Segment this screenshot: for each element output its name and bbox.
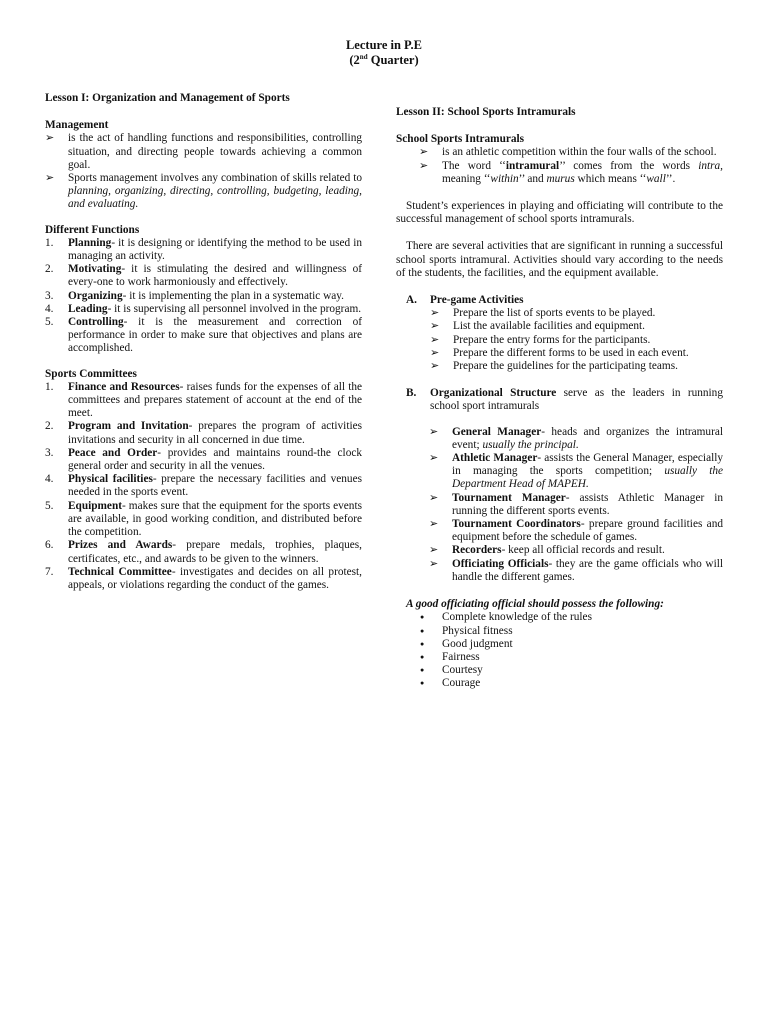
arrow-bullet-icon: ➢ (430, 320, 440, 333)
quality-item (396, 677, 723, 690)
item-term: Physical facilities (68, 473, 153, 486)
org-role-text: - keep all official records and result. (501, 544, 665, 557)
arrow-bullet-icon: ➢ (430, 360, 440, 373)
bullet-dot-icon: ● (420, 626, 425, 635)
item-text: - it is implementing the plan in a systematic way. (122, 289, 345, 302)
arrow-bullet-icon: ➢ (429, 518, 439, 531)
quality-text: Complete knowledge of the rules (442, 611, 592, 624)
paragraph-activities: There are several activities that are significant in running a successful school sports intramural. Activities should vary according to the needs of the students, the facilities, and the equipment available. (396, 240, 723, 279)
item-term: Technical Committee (68, 565, 172, 578)
item-number: 1. (45, 236, 54, 249)
item-text: - it is the measurement and correction of performance in order to make sure that objectives and plans are accomplished. (68, 316, 362, 355)
title-superscript: nd (359, 52, 368, 61)
section-letter: A. (406, 294, 417, 307)
item-text: - prepares the program of activities invitations and security in all concerned in due time. (68, 420, 363, 446)
committee-item (45, 473, 362, 499)
item-text: - investigates and decides on all protest, appeals, or violations regarding the conduct of the games. (68, 565, 362, 591)
item-term: Leading (68, 302, 108, 315)
pregame-list (430, 307, 723, 373)
org-role-note: usually the Department Head of MAPEH. (452, 465, 723, 491)
item-term: Program and Invitation (68, 420, 189, 433)
title-line2 (0, 53, 768, 68)
org-role-text: - they are the game officials who will handle the different games. (452, 557, 723, 583)
management-item-italic: planning, organizing, directing, controlling, budgeting, leading, and evaluating. (68, 185, 362, 211)
title-line1: Lecture in P.E (345, 38, 423, 52)
item-number: 5. (45, 499, 54, 512)
arrow-bullet-icon: ➢ (429, 544, 439, 557)
org-role-item (429, 426, 723, 452)
quality-text: Physical fitness (442, 624, 513, 637)
pregame-item (430, 307, 723, 320)
arrow-bullet-icon: ➢ (419, 146, 429, 159)
arrow-bullet-icon: ➢ (429, 491, 439, 504)
committee-item (45, 566, 362, 592)
ssi-text-k: ’’. (665, 172, 676, 185)
arrow-bullet-icon: ➢ (429, 557, 439, 570)
org-role-text: - assists the General Manager, especially in managing the sports competition; (452, 452, 724, 478)
good-official-heading: A good officiating official should possess the following: (406, 598, 664, 611)
pregame-item (430, 360, 723, 373)
lesson1-heading: Lesson I: Organization and Management of Sports (45, 92, 290, 104)
arrow-bullet-icon: ➢ (45, 172, 55, 185)
committees-list (45, 381, 362, 592)
lesson2-heading: Lesson II: School Sports Intramurals (396, 106, 576, 118)
pregame-section (396, 294, 723, 307)
item-term: Peace and Order (68, 446, 158, 459)
ssi-text-g: ’’ and (518, 172, 547, 185)
arrow-bullet-icon: ➢ (429, 425, 439, 438)
function-item (45, 316, 362, 356)
quality-text: Fairness (442, 650, 480, 663)
ssi-term-intramural: intramural (505, 159, 560, 172)
item-term: Prizes and Awards (68, 539, 173, 552)
ssi-item (419, 146, 723, 159)
org-role-item (429, 452, 723, 492)
org-list (429, 426, 723, 584)
ssi-text-e: meaning ‘‘ (442, 172, 491, 185)
document-title (0, 38, 768, 68)
paragraph-experiences: Student’s experiences in playing and officiating will contribute to the successful management of school sports intramurals. (396, 200, 723, 226)
item-text: - prepare medals, trophies, plaques, certificates, etc., and awards to be given to the winners. (68, 539, 362, 565)
quality-text: Courtesy (442, 664, 483, 677)
org-role-text: - prepare ground facilities and equipment before the schedule of games. (452, 518, 723, 544)
pregame-item-text: Prepare the different forms to be used in each event. (453, 346, 689, 359)
item-term: Organizing (68, 289, 123, 302)
pregame-item-text: Prepare the list of sports events to be played. (453, 307, 656, 320)
ssi-text-c: ’’ comes from the words (559, 159, 699, 172)
item-number: 1. (45, 380, 54, 393)
quality-text: Courage (442, 677, 481, 690)
org-role-term: Recorders (452, 544, 502, 557)
arrow-bullet-icon: ➢ (45, 132, 55, 145)
ssi-term-within: within (490, 172, 519, 185)
functions-heading: Different Functions (45, 223, 140, 236)
arrow-bullet-icon: ➢ (430, 333, 440, 346)
item-term: Equipment (68, 499, 122, 512)
ssi-term-intra: intra, (698, 159, 723, 172)
pregame-item (430, 334, 723, 347)
quality-item (396, 651, 723, 664)
org-heading: Organizational Structure (430, 387, 557, 400)
bullet-dot-icon: ● (420, 652, 425, 661)
quality-text: Good judgment (442, 637, 513, 650)
ssi-text-a: The word ‘‘ (442, 159, 506, 172)
section-letter: B. (406, 387, 417, 400)
item-number: 4. (45, 302, 54, 315)
quality-item (396, 638, 723, 651)
org-role-text: - assists Athletic Manager in running the different sports events. (452, 491, 723, 517)
quality-item (396, 664, 723, 677)
quality-item (396, 611, 723, 624)
org-role-text: - heads and organizes the intramural event; (452, 425, 723, 451)
item-text: - makes sure that the equipment for the sports events are available, in good working condition, and distributed before the competition. (68, 499, 362, 539)
item-text: - it is supervising all personnel involved in the program. (107, 302, 362, 315)
functions-list (45, 237, 362, 356)
item-number: 4. (45, 473, 54, 486)
management-item (45, 172, 362, 212)
ssi-text-i: which means ‘‘ (574, 172, 647, 185)
committee-item (45, 500, 362, 540)
committee-item (45, 381, 362, 421)
function-item (45, 303, 362, 316)
org-role-term: Officiating Officials (452, 557, 549, 570)
left-column (45, 92, 362, 592)
ssi-item (419, 160, 723, 186)
item-number: 6. (45, 539, 54, 552)
management-item-text: Sports management involves any combination of skills related to (68, 172, 362, 185)
bullet-dot-icon: ● (420, 639, 425, 648)
pregame-item (430, 347, 723, 360)
org-role-note: usually the principal. (482, 438, 579, 451)
pregame-item (430, 320, 723, 333)
item-number: 2. (45, 420, 54, 433)
item-text: - raises funds for the expenses of all the committees and prepares statement of account at the end of the meet. (68, 380, 362, 420)
title-quarter-num: (2 (349, 53, 360, 67)
bullet-dot-icon: ● (420, 679, 425, 688)
item-term: Motivating (68, 263, 122, 276)
org-role-item (429, 558, 723, 584)
committees-heading: Sports Committees (45, 367, 137, 380)
right-column (396, 106, 723, 691)
item-number: 7. (45, 565, 54, 578)
pregame-heading: Pre-game Activities (430, 294, 524, 307)
committee-item (45, 420, 362, 446)
item-term: Controlling (68, 316, 124, 329)
ssi-heading: School Sports Intramurals (396, 133, 525, 146)
function-item (45, 290, 362, 303)
item-number: 2. (45, 263, 54, 276)
committee-item (45, 447, 362, 473)
org-role-item (429, 518, 723, 544)
ssi-item-text: is an athletic competition within the four walls of the school. (442, 146, 717, 159)
bullet-dot-icon: ● (420, 666, 425, 675)
org-role-term: Athletic Manager (452, 452, 538, 465)
item-text: - provides and maintains round-the clock general order and security in all the venues. (68, 446, 362, 473)
management-item (45, 132, 362, 172)
item-term: Planning (68, 236, 112, 249)
org-role-item (429, 544, 723, 557)
title-quarter-word: Quarter) (367, 53, 419, 67)
org-role-term: Tournament Manager (452, 491, 566, 504)
pregame-item-text: Prepare the guidelines for the participating teams. (453, 360, 678, 373)
org-text: serve as the leaders in running school sport intramurals (430, 387, 723, 413)
good-list (396, 611, 723, 690)
management-heading: Management (45, 119, 109, 132)
item-text: - it is designing or identifying the method to be used in managing an activity. (68, 236, 362, 263)
item-term: Finance and Resources (68, 380, 180, 393)
org-role-term: General Manager (452, 425, 542, 438)
committee-item (45, 539, 362, 565)
item-number: 3. (45, 446, 54, 459)
bullet-dot-icon: ● (420, 613, 425, 622)
arrow-bullet-icon: ➢ (430, 346, 440, 359)
ssi-term-murus: murus (546, 172, 575, 185)
pregame-item-text: List the available facilities and equipment. (453, 320, 645, 333)
org-role-item (429, 492, 723, 518)
function-item (45, 237, 362, 263)
item-number: 3. (45, 289, 54, 302)
arrow-bullet-icon: ➢ (429, 452, 439, 465)
org-role-term: Tournament Coordinators (452, 518, 581, 531)
quality-item (396, 625, 723, 638)
item-text: - it is stimulating the desired and willingness of every-one to work harmoniously and effectively. (68, 263, 362, 289)
management-item-text: is the act of handling functions and responsibilities, controlling situation, and directing people towards achieving a common goal. (68, 132, 362, 171)
item-number: 5. (45, 316, 54, 329)
pregame-item-text: Prepare the entry forms for the participants. (453, 333, 651, 346)
arrow-bullet-icon: ➢ (430, 307, 440, 320)
item-text: - prepare the necessary facilities and venues needed in the sports event. (68, 473, 362, 499)
function-item (45, 263, 362, 289)
ssi-term-wall: wall (646, 172, 666, 185)
arrow-bullet-icon: ➢ (419, 159, 429, 172)
org-section (396, 387, 723, 413)
